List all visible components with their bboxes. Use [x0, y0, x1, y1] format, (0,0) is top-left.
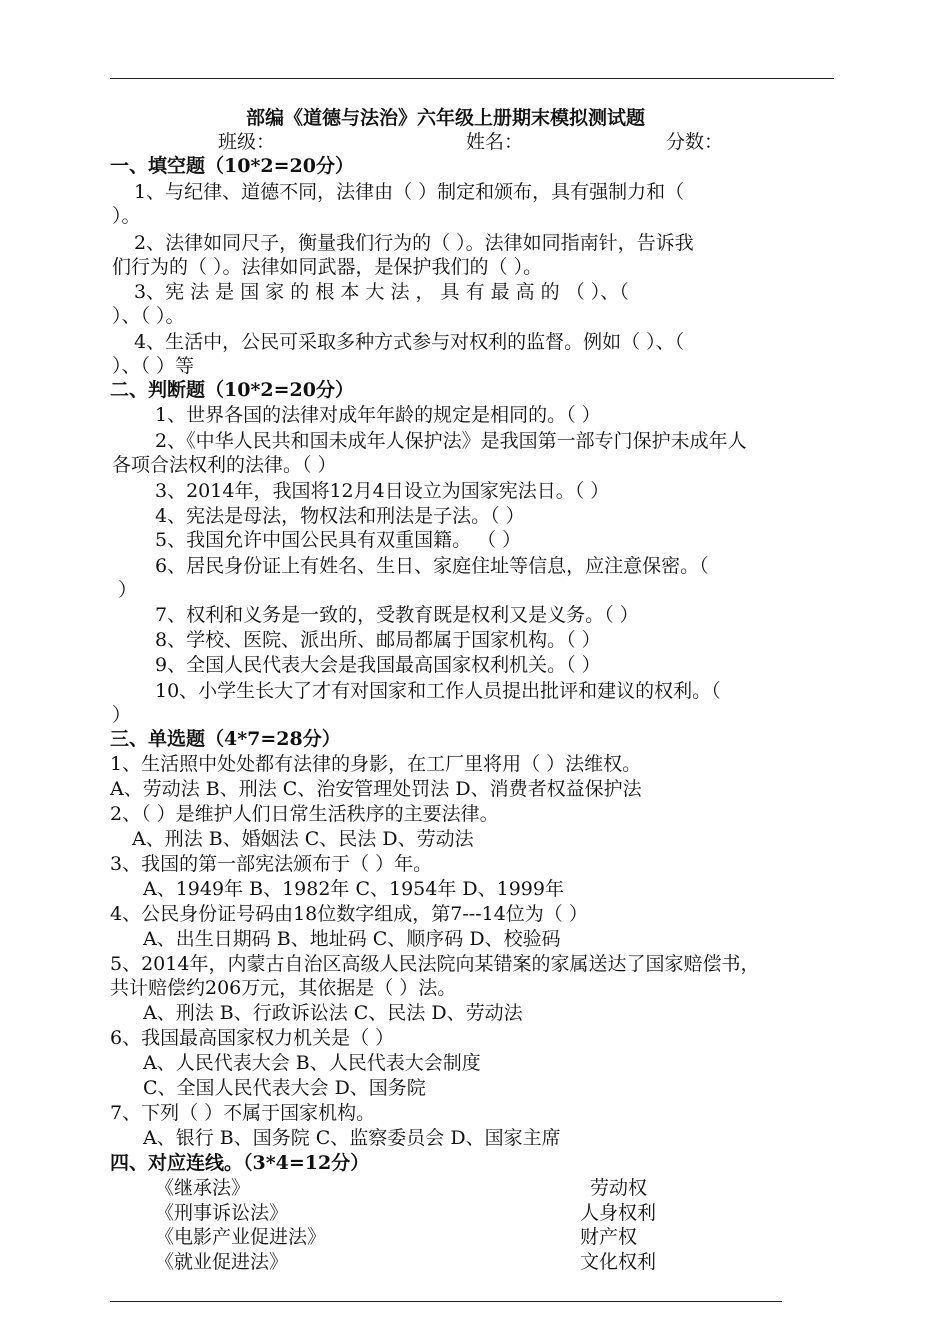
fill-q3-line1: 3、宪 法 是 国 家 的 根 本 大 法 ， 具 有 最 高 的 （ ）、（ [134, 281, 629, 303]
match-right-item: 文化权利 [580, 1251, 657, 1273]
tf-q6-line2: ） [118, 579, 138, 601]
mc-q6-options-row1: A、人民代表大会 B、人民代表大会制度 [143, 1052, 481, 1074]
match-left-item: 《电影产业促进法》 [155, 1226, 327, 1248]
tf-q2-line2: 各项合法权利的法律。（ ） [112, 454, 337, 476]
section-heading-fill-blank: 一、填空题（10*2=20分） [110, 155, 354, 177]
mc-q1: 1、生活照中处处都有法律的身影，在工厂里将用（ ）法维权。 [110, 753, 642, 775]
tf-q9: 9、全国人民代表大会是我国最高国家权利机关。（ ） [155, 654, 601, 676]
fill-q2-line1: 2、法律如同尺子，衡量我们行为的（ ）。法律如同指南针，告诉我 [134, 232, 694, 254]
tf-q8: 8、学校、医院、派出所、邮局都属于国家机构。（ ） [155, 629, 601, 651]
tf-q10-line1: 10、小学生长大了才有对国家和工作人员提出批评和建议的权利。（ [155, 680, 721, 702]
section-heading-single-choice: 三、单选题（4*7=28分） [110, 728, 341, 750]
tf-q10-line2: ） [112, 704, 132, 726]
mc-q7: 7、下列（ ）不属于国家机构。 [110, 1102, 376, 1124]
mc-q4-options: A、出生日期码 B、地址码 C、顺序码 D、校验码 [143, 928, 561, 950]
mc-q7-options: A、银行 B、国务院 C、监察委员会 D、国家主席 [143, 1127, 561, 1149]
mc-q3: 3、我国的第一部宪法颁布于（ ）年。 [110, 853, 433, 875]
fill-q1-line2: ）。 [112, 205, 141, 227]
mc-q6-options-row2: C、全国人民代表大会 D、国务院 [143, 1077, 426, 1099]
match-right-item: 人身权利 [580, 1202, 657, 1224]
fill-q4-line2: ）、（ ）等 [112, 355, 195, 377]
tf-q7: 7、权利和义务是一致的，受教育既是权利又是义务。（ ） [155, 604, 639, 626]
mc-q6: 6、我国最高国家权力机关是（ ） [110, 1027, 395, 1049]
match-left-item: 《就业促进法》 [155, 1251, 289, 1273]
mc-q1-options: A、劳动法 B、刑法 C、治安管理处罚法 D、消费者权益保护法 [110, 778, 642, 800]
fill-q1-line1: 1、与纪律、道德不同，法律由（ ）制定和颁布，具有强制力和（ [134, 181, 685, 203]
mc-q5-line2: 共计赔偿约206万元，其依据是（ ）法。 [110, 977, 457, 999]
section-heading-true-false: 二、判断题（10*2=20分） [110, 379, 354, 401]
tf-q2-line1: 2、《中华人民共和国未成年人保护法》是我国第一部专门保护未成年人 [155, 430, 747, 452]
score-field-label: 分数： [666, 131, 724, 153]
match-left-item: 《刑事诉讼法》 [155, 1202, 289, 1224]
section-heading-matching: 四、对应连线。（3*4=12分） [110, 1152, 370, 1174]
mc-q3-options: A、1949年 B、1982年 C、1954年 D、1999年 [143, 878, 564, 900]
match-right-item: 劳动权 [590, 1177, 648, 1199]
footer-rule [110, 1301, 782, 1302]
tf-q6-line1: 6、居民身份证上有姓名、生日、家庭住址等信息，应注意保密。（ [155, 555, 709, 577]
tf-q5: 5、我国允许中国公民具有双重国籍。 （ ） [155, 529, 522, 551]
tf-q4: 4、宪法是母法，物权法和刑法是子法。（ ） [155, 505, 525, 527]
mc-q2-options: A、刑法 B、婚姻法 C、民法 D、劳动法 [132, 828, 474, 850]
mc-q2: 2、（ ）是维护人们日常生活秩序的主要法律。 [110, 803, 499, 825]
class-field-label: 班级： [218, 131, 276, 153]
match-left-item: 《继承法》 [155, 1177, 251, 1199]
match-right-item: 财产权 [580, 1226, 638, 1248]
mc-q5-options: A、刑法 B、行政诉讼法 C、民法 D、劳动法 [143, 1002, 523, 1024]
mc-q4: 4、公民身份证号码由18位数字组成，第7---14位为（ ） [110, 903, 588, 925]
fill-q3-line2: ）、（ ）。 [112, 305, 185, 327]
name-field-label: 姓名： [466, 131, 524, 153]
page-title: 部编《道德与法治》六年级上册期末模拟测试题 [246, 107, 646, 129]
header-rule [110, 78, 834, 79]
tf-q1: 1、世界各国的法律对成年年龄的规定是相同的。（ ） [155, 404, 601, 426]
mc-q5-line1: 5、2014年，内蒙古自治区高级人民法院向某错案的家属送达了国家赔偿书， [110, 953, 760, 975]
fill-q4-line1: 4、生活中，公民可采取多种方式参与对权利的监督。例如（ ）、（ [134, 331, 685, 353]
fill-q2-line2: 们行为的（ ）。法律如同武器，是保护我们的（ ）。 [112, 256, 543, 278]
tf-q3: 3、2014年，我国将12月4日设立为国家宪法日。（ ） [155, 480, 610, 502]
